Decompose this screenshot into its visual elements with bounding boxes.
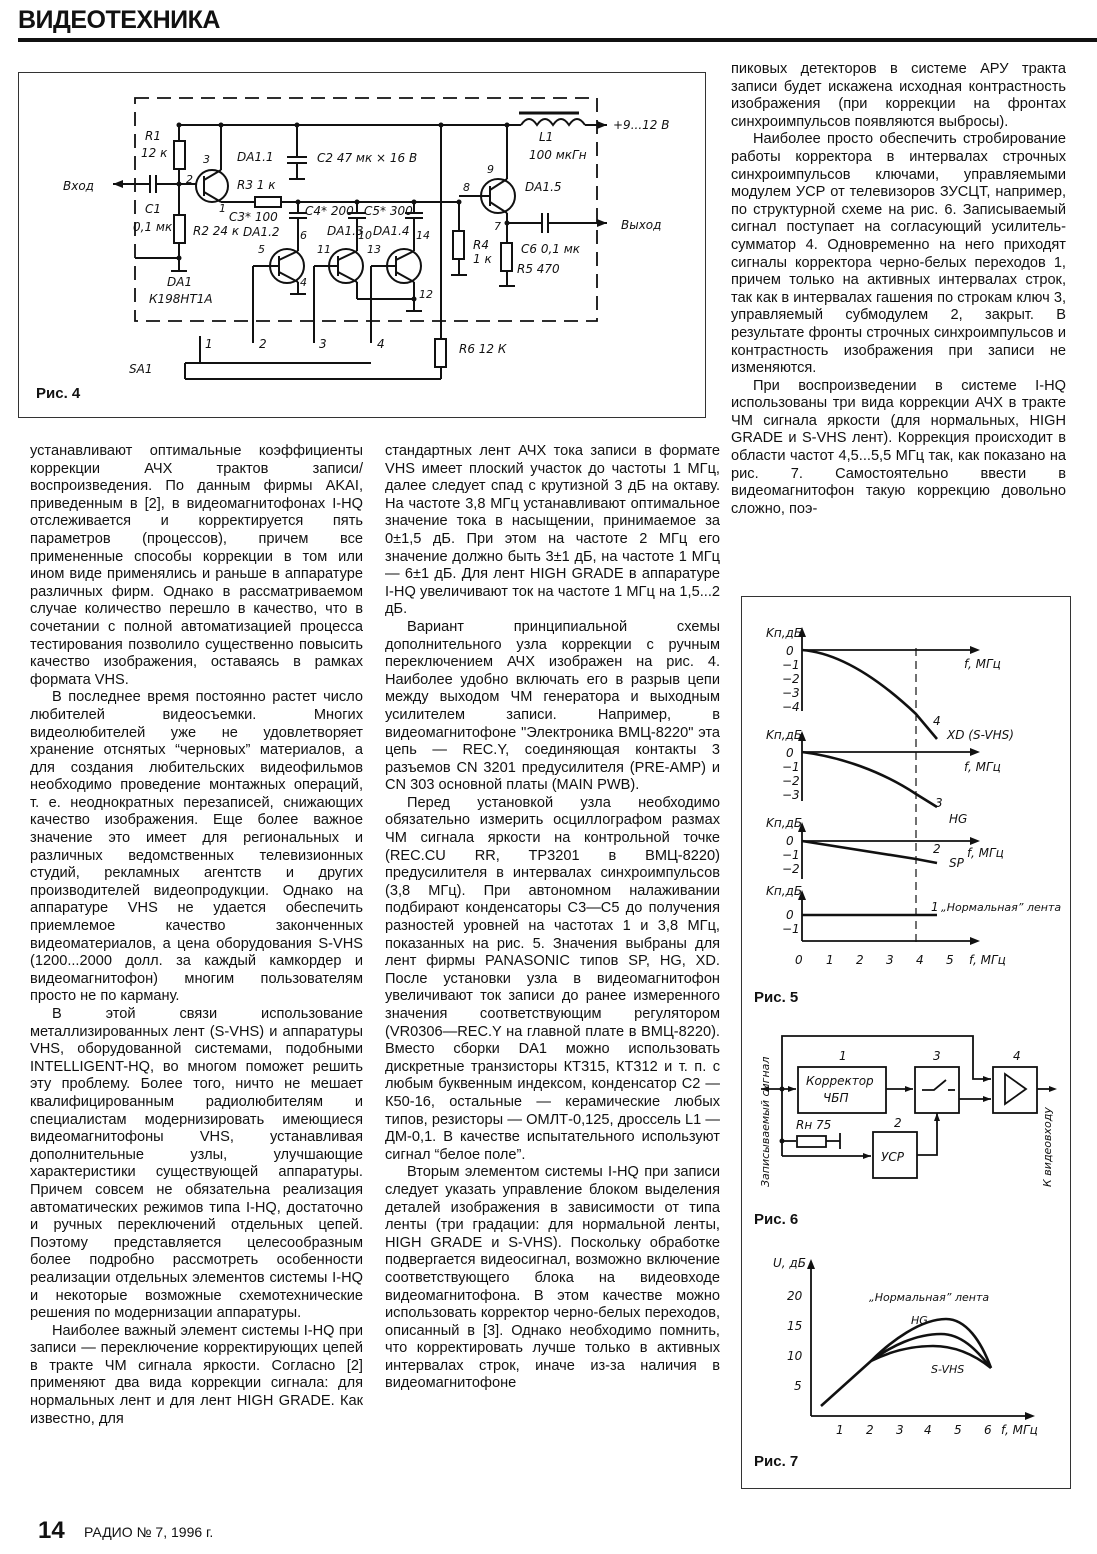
switch-pos-4: 4: [377, 337, 385, 351]
svg-text:−1: −1: [782, 848, 800, 862]
r3-label: R3 1 к: [237, 178, 276, 192]
svg-text:5: 5: [794, 1379, 802, 1393]
x-axis-label: f, МГц: [1001, 1423, 1038, 1437]
svg-text:5: 5: [954, 1423, 962, 1437]
svg-text:1: 1: [931, 900, 939, 914]
pin-14: 14: [416, 229, 430, 242]
magazine-issue: РАДИО № 7, 1996 г.: [84, 1524, 214, 1540]
column-right: [731, 61, 1066, 518]
x-axis-label: f, МГц: [964, 760, 1001, 774]
resistor-label: Rн 75: [796, 1118, 832, 1132]
y-axis-label: Kп,дБ: [766, 626, 803, 640]
da1-3-label: DA1.3: [327, 224, 364, 238]
paragraph: Вторым элементом системы I-HQ при записи следует указать управление блоком выделения деталей изображения в зависимости от типа ленты (три градации: для нормальной ленты, HIGH GRADE и S-VHS). Поскольку обработке подвергается видеосигнал, возможно включение соответствующего блока на видеовходе видеомагнитофона. В этом качестве можно использовать корректор черно-белых переходов, описанный в [3]. Однако необходимо помнить, что корректировать лучше только в активных интервалах строк, иначе из-за наличия в видеомагнитофоне: [385, 1164, 720, 1392]
da1-type: К198НТ1А: [149, 292, 213, 306]
column-left: [30, 443, 363, 1428]
paragraph: В этой связи использование металлизированных лент (S-VHS) и аппаратуры VHS, оборудованной системами, подобными INTELLIGENT-HQ, во многом поможет решить эту проблему. Более того, ничто не мешает квалифицированным радиолюбителям и специалистам модернизировать имеющиеся видеомагнитофоны VHS, устанавливая дополнительные узлы, улучшающие характеристики существующей аппаратуры. Причем совсем не обязательна реализация автоматических режимов типа I-HQ, достаточно и ручных переключений отдельных цепей. Поэтому представляется целесообразным более подробно рассмотреть особенности реализации отдельных элементов системы I-HQ и некоторые возможные схемотехнические решения по модернизации аппаратуры.: [30, 1006, 363, 1322]
switch-pos-3: 3: [319, 337, 327, 351]
y-axis-label: Kп,дБ: [766, 728, 803, 742]
svg-text:1: 1: [826, 953, 834, 967]
c5-label: C5* 300: [364, 204, 413, 218]
pin-10: 10: [358, 229, 372, 242]
figure-5-chart: [742, 597, 1072, 997]
svg-text:1: 1: [836, 1423, 844, 1437]
svg-text:−1: −1: [782, 922, 800, 936]
page-number: 14: [38, 1517, 65, 1544]
r1-label: R1: [145, 129, 161, 143]
svg-text:−2: −2: [782, 774, 800, 788]
figure-7-chart: [742, 1241, 1072, 1481]
paragraph: Перед установкой узла необходимо обязательно измерить осциллографом размах ЧМ сигнала яркости на контрольной точке (REC.CU RR, TP3201 в ВМЦ-8220) предусилителя в интервалах синхроимпульсов (3,8 МГц). При автономном налаживании подбирают конденсаторы С3—С5 до получения разностей уровней на частотах 1 и 3,8 МГц, показанных на рис. 5. Значения выбраны для лент фирмы PANASONIC типов SP, HG, XD. После установки узла в видеомагнитофон увеличивают ток записи до ранее измеренного значения соответствующим регулятором (VR0306—REC.Y на главной плате в ВМЦ-8220). Вместо сборки DA1 можно использовать дискретные транзисторы КТ315, КТ312 и т. п. с любым буквенным индексом, конденсатор С2 — К50-16, остальные — керамические любых типов, резисторы — ОМЛТ-0,125, дроссель L1 — ДМ-0,1. В качестве испытательного используют сигнал “белое поле”.: [385, 794, 720, 1163]
x-axis-label: f, МГц: [967, 846, 1004, 860]
svg-text:3: 3: [896, 1423, 904, 1437]
pin-12: 12: [419, 288, 433, 301]
r4-label: R4: [473, 238, 489, 252]
block-1-number: 1: [839, 1049, 847, 1063]
x-axis-label: f, МГц: [969, 953, 1006, 967]
r2-label: R2 24 к: [193, 224, 240, 238]
input-signal-label: Записываемый сигнал: [759, 1056, 772, 1187]
svg-text:4: 4: [924, 1423, 932, 1437]
switch-pos-2: 2: [259, 337, 267, 351]
da1-1-label: DA1.1: [237, 150, 274, 164]
svg-text:4: 4: [933, 714, 941, 728]
figure-5-caption: Рис. 5: [754, 989, 799, 1006]
svg-text:−4: −4: [782, 700, 800, 714]
output-label: Выход: [621, 218, 662, 232]
c3-label: C3* 100: [229, 210, 278, 224]
svg-text:−2: −2: [782, 862, 800, 876]
c6-label: C6 0,1 мк: [521, 242, 581, 256]
l1-label: L1: [539, 130, 554, 144]
svg-text:2: 2: [933, 842, 941, 856]
da1-4-label: DA1.4: [373, 224, 410, 238]
pin-3: 3: [203, 153, 210, 166]
paragraph: Наиболее важный элемент системы I-HQ при записи — переключение корректирующих цепей в тракте ЧМ сигнала яркости. Согласно [2] применяют два вида коррекции сигнала: для нормальных лент и для лент HIGH GRADE. Как известно, для: [30, 1322, 363, 1427]
svg-text:0: 0: [786, 834, 794, 848]
pin-5: 5: [258, 243, 265, 256]
paragraph: Вариант принципиальной схемы дополнительного узла коррекции с ручным переключением АЧХ изображен на рис. 4. Наиболее удобно включать его в разрыв цепи между выходом ЧМ генератора и выходным усилителем записи. Например, в видеомагнитофоне "Электроника ВМЦ-8220" эта цепь — REC.Y, соединяющая контакты 3 разъемов CN 3201 предусилителя (PRE-AMP) и CN 303 основной платы (MAIN PWB).: [385, 618, 720, 794]
svg-text:−3: −3: [782, 686, 800, 700]
paragraph: В последнее время постоянно растет число любителей видеосъемки. Многих видеолюбителей уже не удовлетворяет хранение отснятых “черновых” материалов, а для создания любительских видеофильмов необходимо проведение монтажных операций, т. е. неоднократных перезаписей, снижающих качество изображения. Еще более важное значение это имеет для региональных и различных ведомственных телевизионных студий, рекламных агентств и других производителей видеопродукции. Однако на аппаратуре VHS не удается обеспечить приемлемое качество законченных видеоматериалов, а цена оборудования S-VHS (1200...2000 долл. за каждый камкордер и видеомагнитофон) многим пользователям просто не по карману.: [30, 689, 363, 1005]
x-axis-label: f, МГц: [964, 657, 1001, 671]
pin-4: 4: [300, 276, 307, 289]
block-2-number: 2: [894, 1116, 902, 1130]
block-1-label-2: ЧБП: [823, 1091, 849, 1105]
svg-text:3: 3: [935, 796, 943, 810]
c1-label: C1: [145, 202, 162, 216]
figure-4-schematic: [19, 73, 707, 419]
block-2-label: УСР: [881, 1150, 904, 1164]
paragraph: Наиболее просто обеспечить стробирование работы корректора в интервалах строчных синхроимпульсов ключами, управляемыми модулем УСР от телевизоров ЗУСЦТ, например, по структурной схеме на рис. 6. Записываемый сигнал поступает на согласующий усилитель-сумматор 4. Одновременно на него приходят сигналы корректора черно-белых переходов 1, причем только на активных интервалах строк, так как в интервалах гашения по строкам ключ 3, управляемый субмодулем 2, закрыт. В результате фронты строчных синхроимпульсов и контрастность изображения при записи не изменяются.: [731, 131, 1066, 377]
switch-pos-1: 1: [205, 337, 213, 351]
svg-text:20: 20: [787, 1289, 803, 1303]
figure-4-caption: Рис. 4: [36, 385, 81, 402]
series-label-hg: HG: [911, 1314, 928, 1327]
svg-text:10: 10: [787, 1349, 803, 1363]
column-middle: [385, 443, 720, 1393]
svg-text:0: 0: [786, 644, 794, 658]
figures-right-box: [741, 596, 1071, 1489]
r6-label: R6 12 К: [459, 342, 507, 356]
block-4-number: 4: [1013, 1049, 1021, 1063]
svg-text:−1: −1: [782, 760, 800, 774]
figure-6-block-diagram: [742, 1021, 1072, 1221]
svg-text:3: 3: [886, 953, 894, 967]
c1-value: 0,1 мк: [133, 220, 173, 234]
series-label-normal: „Нормальная” лента: [869, 1291, 990, 1304]
block-3-number: 3: [933, 1049, 941, 1063]
svg-text:15: 15: [787, 1319, 803, 1333]
pin-7: 7: [494, 220, 501, 233]
svg-text:0: 0: [786, 746, 794, 760]
r5-label: R5 470: [517, 262, 560, 276]
paragraph: стандартных лент АЧХ тока записи в формате VHS имеет плоский участок до частоты 1 МГц, далее следует спад с крутизной 3 дБ на октаву. На частоте 3,8 МГц устанавливают оптимальное значение тока в насыщении, принимаемое за 0±1,5 дБ. При этом на частоте 2 МГц его значение должно быть 3±1 дБ, на частоте 1 МГц — 6±1 дБ. Для лент HIGH GRADE в аппаратуре I-HQ увеличивают ток на частоте 1 МГц на 1,5...2 дБ.: [385, 443, 720, 618]
output-label: К видеовходу: [1041, 1107, 1054, 1187]
curve-label-normal: „Нормальная” лента: [941, 901, 1062, 914]
r1-value: 12 к: [141, 146, 168, 160]
block-1-label: Корректор: [806, 1074, 874, 1088]
paragraph: устанавливают оптимальные коэффициенты коррекции АЧХ трактов записи/воспроизведения. По данным фирмы AKAI, приведенным в [2], в видеомагнитофонах I-HQ отслеживается и корректируется пять параметров (процессов), причем все примененные способы коррекции в том или ином виде применялись и раньше в аппаратуре различных фирм. Однако в рассматриваемом случае количество перешло в качество, что в сочетании с полной автоматизацией процесса тестирования позволило существенно повысить качество изображения, оставаясь в рамках формата VHS.: [30, 443, 363, 688]
da1-5-label: DA1.5: [525, 180, 562, 194]
l1-value: 100 мкГн: [529, 148, 587, 162]
svg-text:5: 5: [946, 953, 954, 967]
y-axis-label: Kп,дБ: [766, 884, 803, 898]
section-title: ВИДЕОТЕХНИКА: [18, 6, 220, 34]
curve-label-sp: SP: [949, 856, 964, 870]
pin-8: 8: [463, 181, 470, 194]
svg-text:−2: −2: [782, 672, 800, 686]
y-axis-label: U, дБ: [773, 1256, 806, 1270]
svg-text:6: 6: [984, 1423, 992, 1437]
y-axis-label: Kп,дБ: [766, 816, 803, 830]
figure-6-caption: Рис. 6: [754, 1211, 799, 1228]
header-rule: [18, 38, 1097, 42]
curve-label-xd: XD (S-VHS): [947, 728, 1014, 742]
svg-text:0: 0: [786, 908, 794, 922]
c2-label: C2 47 мк × 16 В: [317, 151, 418, 165]
series-label-svhs: S-VHS: [931, 1363, 965, 1376]
pin-9: 9: [487, 163, 494, 176]
figure-4-box: [18, 72, 706, 418]
svg-text:−1: −1: [782, 658, 800, 672]
pin-2: 2: [186, 173, 193, 186]
svg-text:2: 2: [856, 953, 864, 967]
r4-value: 1 к: [473, 252, 492, 266]
pin-13: 13: [367, 243, 381, 256]
input-label: Вход: [63, 179, 94, 193]
figure-7-caption: Рис. 7: [754, 1453, 799, 1470]
svg-text:2: 2: [866, 1423, 874, 1437]
svg-text:4: 4: [916, 953, 924, 967]
svg-text:0: 0: [795, 953, 803, 967]
da1-label: DA1: [167, 275, 193, 289]
supply-label: +9...12 В: [613, 118, 670, 132]
svg-text:−3: −3: [782, 788, 800, 802]
paragraph: При воспроизведении в системе I-HQ использованы три вида коррекции АЧХ в тракте ЧМ сигнала яркости (для нормальных, HIGH GRADE и S-VHS лент). Коррекция происходит в области частот 4,5...5,5 МГц так, как показано на рис. 7. Самостоятельно ввести в видеомагнитофон такую коррекцию довольно сложно, поэ-: [731, 377, 1066, 517]
paragraph: пиковых детекторов в системе АРУ тракта записи будет искажена исходная контрастность изображения (при коррекции на фронтах синхроимпульсов появляются выбросы).: [731, 61, 1066, 130]
c4-label: C4* 200: [305, 204, 354, 218]
da1-2-label: DA1.2: [243, 225, 280, 239]
pin-6: 6: [300, 229, 307, 242]
curve-label-hg: HG: [949, 812, 968, 826]
pin-11: 11: [317, 243, 331, 256]
pin-1: 1: [219, 202, 226, 215]
sa1-label: SA1: [129, 362, 153, 376]
